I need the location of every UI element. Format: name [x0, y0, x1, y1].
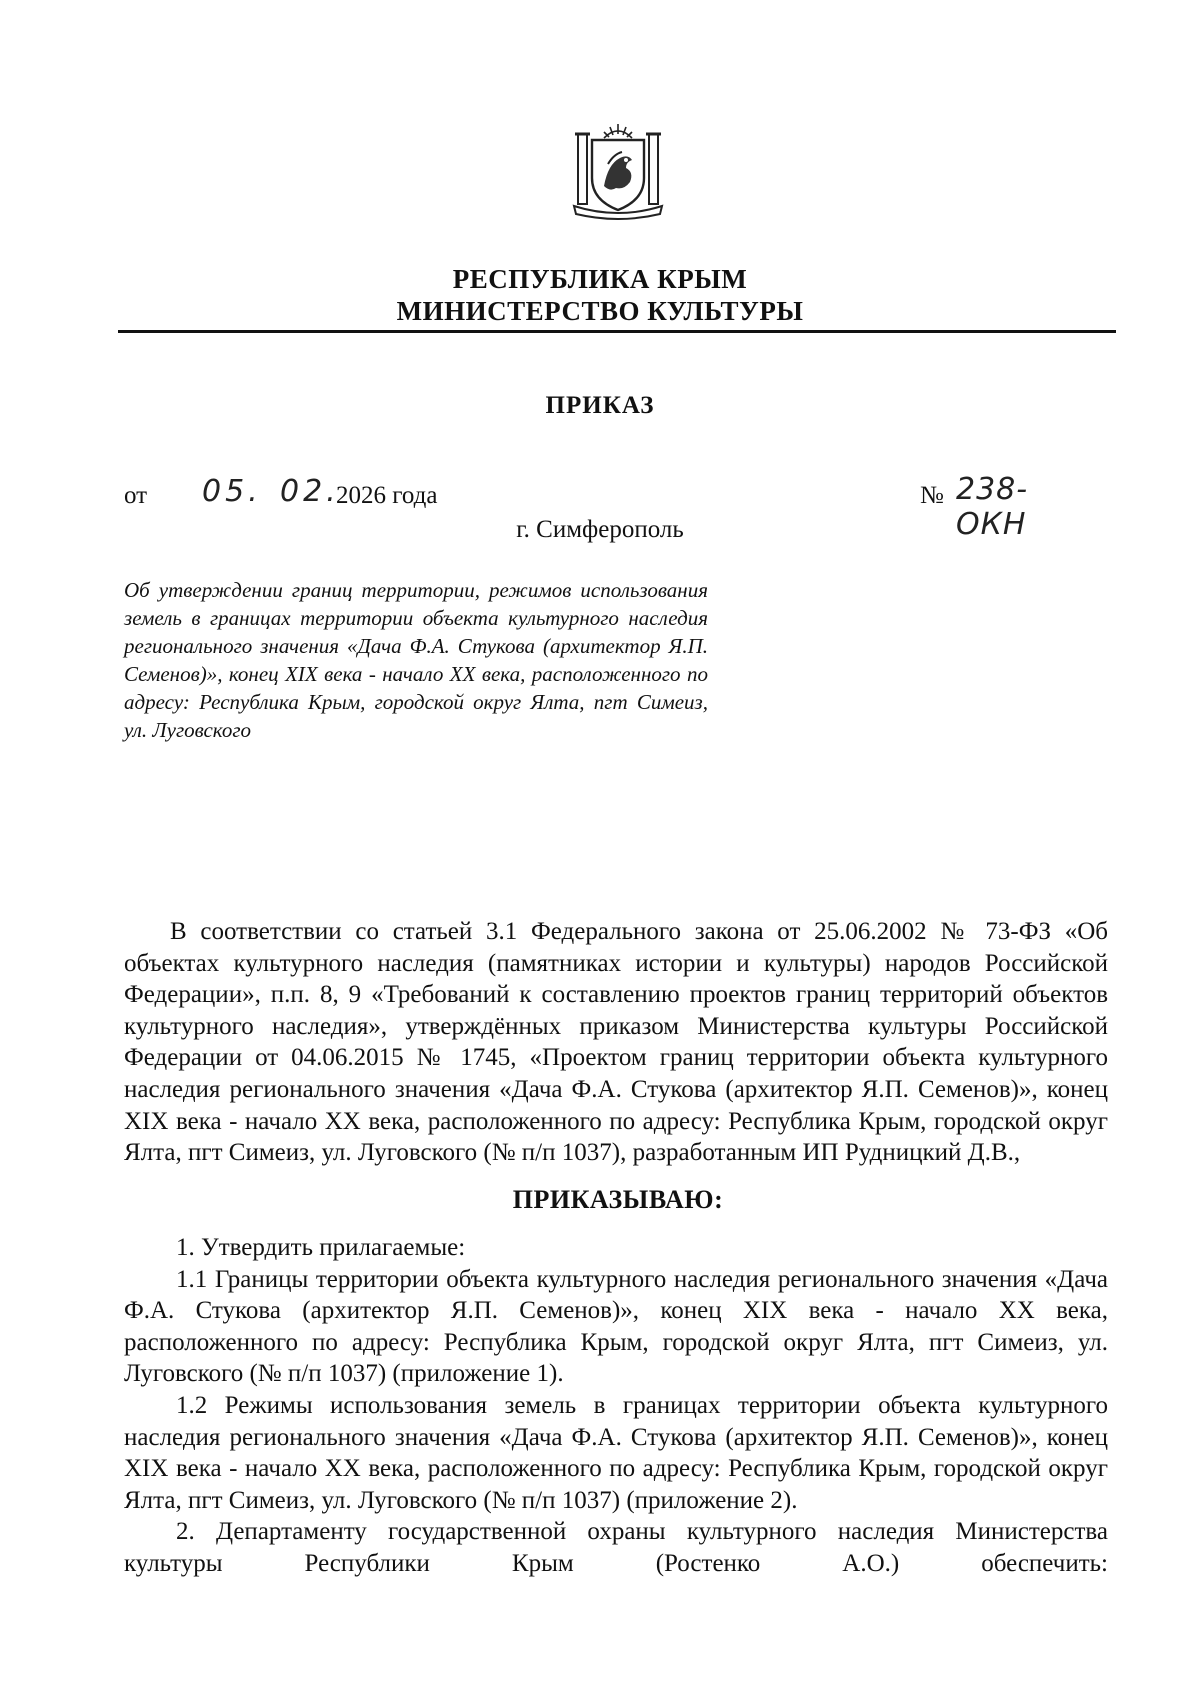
header-divider	[118, 330, 1116, 333]
document-type-title: ПРИКАЗ	[545, 392, 655, 419]
number-label: №	[920, 482, 944, 509]
item-1-2: 1.2 Режимы использования земель в границах территории объекта культурного наследия регионального значения «Дача Ф.А. Стукова (архитектор Я.П. Семенов)», конец XIX века - начало XX века, расположенного по адресу: Республика Крым, городской округ Ялта, пгт Симеиз, ул. Луговского (№ п/п 1037) (приложение 2).	[124, 1391, 1108, 1514]
item-2: 2. Департаменту государственной охраны культурного наследия Министерства культуры Республики Крым (Ростенко А.О.) обеспечить:	[124, 1518, 1108, 1577]
item-1: 1. Утвердить прилагаемые:	[176, 1234, 466, 1261]
org-name-line1: РЕСПУБЛИКА КРЫМ	[452, 264, 748, 294]
date-year: 2026 года	[336, 482, 438, 509]
item-1-1: 1.1 Границы территории объекта культурного наследия регионального значения «Дача Ф.А. Стукова (архитектор Я.П. Семенов)», конец XIX века - начало XX века, расположенного по адресу: Республика Крым, городской округ Ялта, пгт Симеиз, ул. Луговского (№ п/п 1037) (приложение 1).	[124, 1265, 1108, 1388]
crimea-coat-of-arms-icon	[564, 120, 672, 220]
city-name: г. Симферополь	[516, 516, 684, 543]
handwritten-day: 05.	[202, 474, 262, 509]
date-from-label: от	[124, 482, 148, 509]
preamble-paragraph: В соответствии со статьей 3.1 Федерального закона от 25.06.2002 № 73-ФЗ «Об объектах культурного наследия (памятниках истории и культуры) народов Российской Федерации», п.п. 8, 9 «Требований к составлению проектов границ территорий объектов культурного наследия», утверждённых приказом Министерства культуры Российской Федерации от 04.06.2015 № 1745, «Проектом границ территории объекта культурного наследия регионального значения «Дача Ф.А. Стукова (архитектор Я.П. Семенов)», конец XIX века - начало XX века, расположенного по адресу: Республика Крым, городской округ Ялта, пгт Симеиз, ул. Луговского (№ п/п 1037), разработанным ИП Рудницкий Д.В.,	[124, 918, 1108, 1167]
order-items	[124, 1232, 1108, 1580]
handwritten-document-number: 238-ОКН	[956, 472, 1029, 542]
org-name-line2: МИНИСТЕРСТВО КУЛЬТУРЫ	[396, 296, 804, 326]
decree-heading: ПРИКАЗЫВАЮ:	[512, 1185, 724, 1214]
order-subject: Об утверждении границ территории, режимов использования земель в границах территории объекта культурного наследия регионального значения «Дача Ф.А. Стукова (архитектор Я.П. Семенов)», конец XIX века - начало XX века, расположенного по адресу: Республика Крым, городской округ Ялта, пгт Симеиз, ул. Луговского	[124, 578, 708, 742]
handwritten-month: 02.	[280, 474, 340, 509]
